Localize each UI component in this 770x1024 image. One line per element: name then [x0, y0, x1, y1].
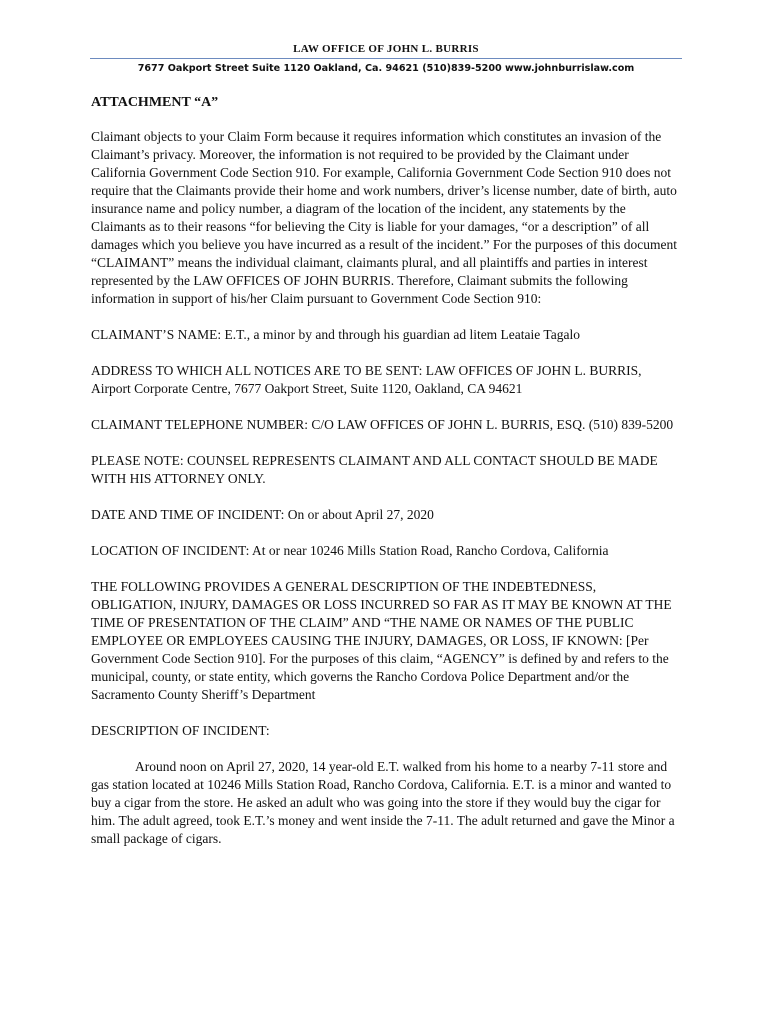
letterhead	[90, 42, 682, 75]
document-body	[91, 94, 681, 866]
privacy-objection-paragraph: Claimant objects to your Claim Form because it requires information which constitutes an invasion of the Claimant’s privacy. Moreover, the information is not required to be provided by the Claimant under California Government Code Section 910. For example, California Government Code Section 910 does not require that the Claimants provide their home and work numbers, driver’s license number, date of birth, auto insurance name and policy number, a diagram of the location of the incident, any statements by the Claimants as to their reasons “for believing the City is liable for your damages, “or a description” of all damages which you believe you have incurred as a result of the incident.” For the purposes of this document “CLAIMANT” means the individual claimant, claimants plural, and all plaintiffs and parties in interest represented by the LAW OFFICES OF JOHN BURRIS. Therefore, Claimant submits the following information in support of his/her Claim pursuant to Government Code Section 910:	[91, 129, 677, 306]
claimant-telephone: CLAIMANT TELEPHONE NUMBER: C/O LAW OFFICES OF JOHN L. BURRIS, ESQ. (510) 839-5200	[91, 417, 674, 432]
firm-address-line: 7677 Oakport Street Suite 1120 Oakland, Ca. 94621 (510)839-5200 www.johnburrislaw.com	[137, 63, 635, 74]
incident-location: LOCATION OF INCIDENT: At or near 10246 Mills Station Road, Rancho Cordova, California	[91, 543, 609, 558]
incident-narrative-paragraph: Around noon on April 27, 2020, 14 year-old E.T. walked from his home to a nearby 7-11 store and gas station located at 10246 Mills Station Road, Rancho Cordova, California. E.T. is a minor and wanted to buy a cigar from the store. He asked an adult who was going into the store if they would buy the cigar for him. The adult agreed, took E.T.’s money and went inside the 7-11. The adult returned and gave the Minor a small package of cigars.	[91, 759, 675, 846]
incident-date: DATE AND TIME OF INCIDENT: On or about April 27, 2020	[91, 507, 434, 522]
firm-name: LAW OFFICE OF JOHN L. BURRIS	[293, 43, 479, 55]
letterhead-divider	[90, 58, 682, 59]
counsel-note: PLEASE NOTE: COUNSEL REPRESENTS CLAIMANT AND ALL CONTACT SHOULD BE MADE WITH HIS ATTORNEY ONLY.	[91, 453, 658, 486]
incident-description-heading: DESCRIPTION OF INCIDENT:	[91, 723, 270, 738]
claimant-name: CLAIMANT’S NAME: E.T., a minor by and through his guardian ad litem Leataie Tagalo	[91, 327, 580, 342]
general-description-paragraph: THE FOLLOWING PROVIDES A GENERAL DESCRIPTION OF THE INDEBTEDNESS, OBLIGATION, INJURY, DAMAGES OR LOSS INCURRED SO FAR AS IT MAY BE KNOWN AT THE TIME OF PRESENTATION OF THE CLAIM” AND “THE NAME OR NAMES OF THE PUBLIC EMPLOYEE OR EMPLOYEES CAUSING THE INJURY, DAMAGES, OR LOSS, IF KNOWN: [Per Government Code Section 910]. For the purposes of this claim, “AGENCY” is defined by and refers to the municipal, county, or state entity, which governs the Rancho Cordova Police Department and/or the Sacramento County Sheriff’s Department	[91, 579, 672, 702]
attachment-heading: ATTACHMENT “A”	[91, 95, 219, 110]
notice-address: ADDRESS TO WHICH ALL NOTICES ARE TO BE SENT: LAW OFFICES OF JOHN L. BURRIS, Airport Corporate Centre, 7677 Oakport Street, Suite 1120, Oakland, CA 94621	[91, 363, 642, 396]
